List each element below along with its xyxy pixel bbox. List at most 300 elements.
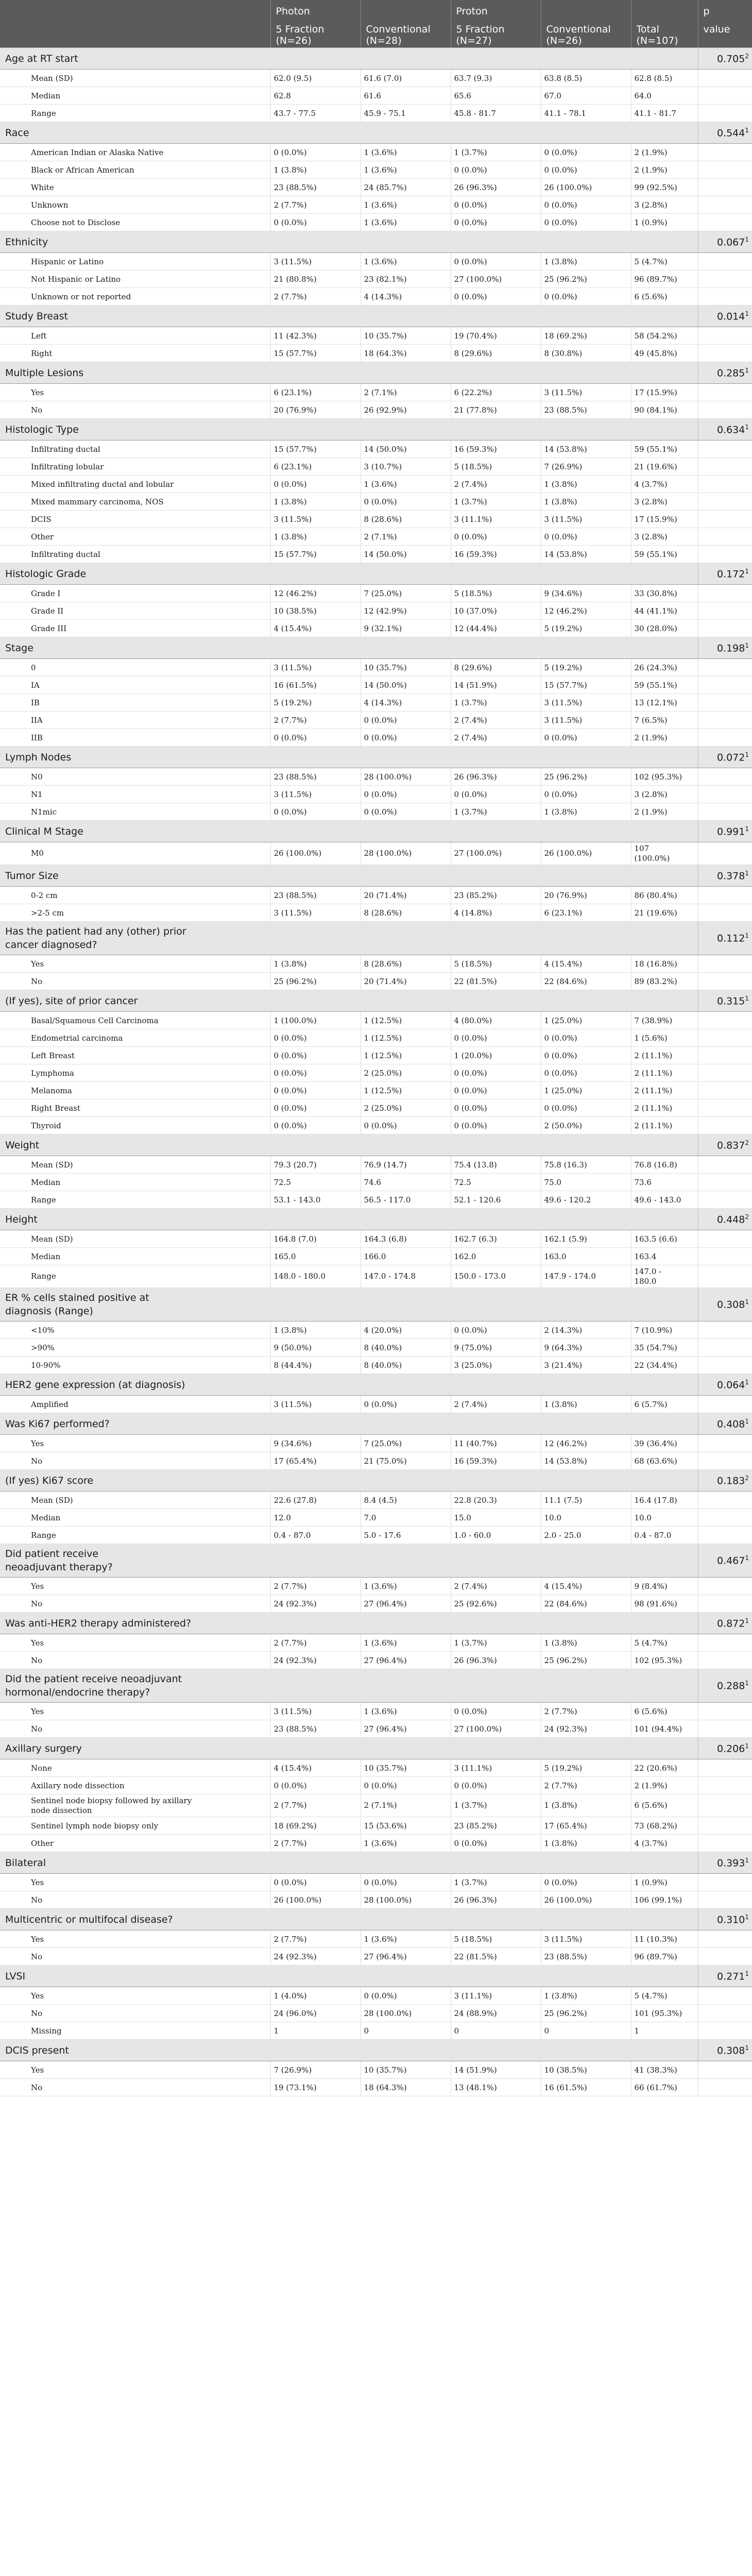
data-cell	[270, 1948, 361, 1965]
cell-text: Race	[5, 127, 29, 139]
cell-text: 1 (3.8%)	[274, 1325, 307, 1335]
section-title	[0, 1544, 698, 1578]
data-cell	[451, 585, 541, 602]
data-cell	[451, 1452, 541, 1470]
cell-text: 14 (51.9%)	[454, 680, 497, 690]
cell-text: 2 (7.7%)	[274, 292, 307, 301]
cell-text: 3 (11.5%)	[274, 789, 312, 799]
data-cell	[270, 2005, 361, 2022]
cell-text: 26 (100.0%)	[544, 849, 592, 858]
data-cell	[451, 511, 541, 528]
cell-text: Mean (SD)	[31, 1160, 73, 1170]
data-cell	[631, 1156, 698, 1174]
data-cell	[270, 1509, 361, 1527]
data-cell	[270, 1339, 361, 1357]
p-value-number: 0.544	[716, 127, 745, 139]
data-cell	[270, 1634, 361, 1652]
data-cell	[270, 1248, 361, 1265]
data-cell	[361, 1759, 451, 1777]
data-cell	[451, 1759, 541, 1777]
cell-text: Mean (SD)	[31, 1495, 73, 1505]
row-label	[0, 476, 270, 493]
data-cell	[631, 768, 698, 786]
cell-text: 6 (5.6%)	[634, 292, 668, 301]
cell-text: Median	[31, 1177, 61, 1187]
section-header-row	[0, 1413, 752, 1435]
data-cell	[451, 493, 541, 511]
data-cell	[631, 458, 698, 476]
p-value-footnote-marker: 1	[745, 1554, 749, 1562]
cell-text: 5 (4.7%)	[634, 1638, 668, 1648]
p-value-footnote-marker: 1	[745, 1378, 749, 1386]
cell-text: 1 (3.7%)	[454, 147, 487, 157]
cell-text: 15 (53.6%)	[364, 1821, 407, 1831]
header-text-line: Conventional	[366, 24, 431, 35]
cell-text: 14 (50.0%)	[364, 549, 407, 559]
cell-text: 0 (0.0%)	[454, 1706, 487, 1716]
header-row-columns	[0, 23, 752, 48]
table-row	[0, 2079, 752, 2096]
data-cell	[361, 1012, 451, 1029]
row-p-cell	[698, 476, 752, 493]
data-cell	[270, 270, 361, 288]
row-p-cell	[698, 144, 752, 161]
row-p-cell	[698, 887, 752, 904]
cell-text: 4 (15.4%)	[274, 1763, 312, 1773]
cell-text: 4 (80.0%)	[454, 1015, 492, 1025]
row-p-cell	[698, 1509, 752, 1527]
row-label	[0, 955, 270, 973]
data-cell	[451, 2022, 541, 2040]
cell-text: 6 (23.1%)	[274, 387, 312, 397]
cell-text: 17 (15.9%)	[634, 514, 677, 524]
table-body	[0, 48, 752, 2096]
cell-text: 26 (100.0%)	[544, 182, 592, 192]
cell-text: 35 (54.7%)	[634, 1343, 677, 1352]
cell-text: 4 (20.0%)	[364, 1325, 402, 1335]
cell-text: 22 (20.6%)	[634, 1763, 677, 1773]
cell-text: 0 (0.0%)	[274, 1877, 307, 1887]
cell-text: 27 (100.0%)	[454, 274, 502, 284]
p-value-number: 0.408	[716, 1418, 745, 1430]
cell-text: N1	[31, 789, 43, 799]
data-cell	[270, 144, 361, 161]
cell-text: Range	[31, 1195, 56, 1205]
cell-text: 4 (3.7%)	[634, 479, 668, 489]
data-cell	[361, 694, 451, 711]
cell-text: 8 (29.6%)	[454, 348, 492, 358]
cell-text: 2 (11.1%)	[634, 1121, 673, 1130]
cell-text: 2 (1.9%)	[634, 147, 668, 157]
cell-text: 21 (80.8%)	[274, 274, 317, 284]
cell-text: 0 (0.0%)	[274, 1781, 307, 1790]
table-row	[0, 493, 752, 511]
data-cell	[361, 87, 451, 105]
p-value-footnote-marker: 2	[745, 1139, 749, 1146]
data-cell	[361, 602, 451, 620]
data-cell	[451, 1029, 541, 1047]
cell-text: 61.6 (7.0)	[364, 73, 402, 83]
cell-text: 2 (25.0%)	[364, 1103, 402, 1113]
cell-text: 24 (92.3%)	[544, 1724, 587, 1734]
row-label	[0, 1987, 270, 2005]
row-label	[0, 105, 270, 122]
row-p-cell	[698, 1987, 752, 2005]
cell-text: 26 (96.3%)	[454, 1655, 497, 1665]
cell-text: Bilateral	[5, 1857, 46, 1869]
p-value-footnote-marker: 1	[745, 1298, 749, 1306]
data-cell	[270, 711, 361, 729]
cell-text: Height	[5, 1213, 38, 1225]
cell-text: 24 (92.3%)	[274, 1655, 317, 1665]
data-cell	[631, 1265, 698, 1288]
table-row	[0, 440, 752, 458]
table-row	[0, 2005, 752, 2022]
cell-text: 11 (42.3%)	[274, 331, 317, 341]
data-cell	[541, 546, 631, 563]
row-p-cell	[698, 70, 752, 87]
data-cell	[631, 2061, 698, 2079]
cell-text: 2 (7.1%)	[364, 532, 397, 541]
data-cell	[270, 803, 361, 821]
cell-text: 16.4 (17.8)	[634, 1495, 677, 1505]
row-label	[0, 458, 270, 476]
table-row	[0, 955, 752, 973]
cell-text: 1 (3.8%)	[544, 497, 577, 506]
cell-text: 17 (65.4%)	[274, 1456, 317, 1466]
data-cell	[361, 1703, 451, 1720]
p-value-number: 0.308	[716, 1299, 745, 1311]
cell-text: 6 (5.6%)	[634, 1706, 668, 1716]
cell-text: 26 (100.0%)	[274, 1895, 322, 1905]
table-row	[0, 1435, 752, 1452]
data-cell	[270, 214, 361, 231]
cell-text: 2 (11.1%)	[634, 1050, 673, 1060]
cell-text: node dissection	[31, 1805, 92, 1815]
data-cell	[451, 1357, 541, 1374]
cell-text: 1 (5.6%)	[634, 1033, 668, 1043]
row-p-cell	[698, 1265, 752, 1288]
data-cell	[270, 620, 361, 637]
header-text-line: 5 Fraction	[456, 24, 505, 35]
table-row	[0, 1794, 752, 1817]
header-text-line: (N=26)	[276, 35, 312, 46]
row-label	[0, 1082, 270, 1099]
section-header-row	[0, 563, 752, 585]
cell-text: 1 (3.8%)	[544, 1399, 577, 1409]
cell-text: Missing	[31, 2026, 62, 2036]
row-p-cell	[698, 270, 752, 288]
data-cell	[451, 2005, 541, 2022]
table-row	[0, 458, 752, 476]
section-header-row	[0, 48, 752, 70]
data-cell	[270, 401, 361, 419]
data-cell	[541, 401, 631, 419]
row-p-cell	[698, 214, 752, 231]
data-cell	[361, 2061, 451, 2079]
table-row	[0, 904, 752, 922]
data-cell	[631, 327, 698, 345]
data-cell	[270, 1047, 361, 1064]
table-row	[0, 70, 752, 87]
cell-text: 1 (3.6%)	[364, 165, 397, 175]
section-title	[0, 821, 698, 842]
data-cell	[361, 1248, 451, 1265]
data-cell	[631, 1891, 698, 1909]
data-cell	[541, 1817, 631, 1835]
cell-text: 12 (44.4%)	[454, 623, 497, 633]
data-cell	[631, 253, 698, 270]
cell-text: 27 (96.4%)	[364, 1655, 407, 1665]
cell-text: 2 (1.9%)	[634, 1781, 668, 1790]
row-p-cell	[698, 511, 752, 528]
data-cell	[361, 786, 451, 803]
table-row	[0, 196, 752, 214]
cell-text: 26 (96.3%)	[454, 182, 497, 192]
header-group-total	[631, 0, 698, 23]
p-value-footnote-marker: 1	[745, 1680, 749, 1687]
cell-text: 0 (0.0%)	[544, 1033, 577, 1043]
data-cell	[361, 2005, 451, 2022]
data-cell	[631, 1357, 698, 1374]
row-p-cell	[698, 1634, 752, 1652]
data-cell	[361, 1794, 451, 1817]
cell-text: 56.5 - 117.0	[364, 1195, 411, 1205]
data-cell	[451, 1634, 541, 1652]
section-header-row	[0, 1738, 752, 1759]
cell-text: Unknown	[31, 200, 69, 210]
cell-text: IIA	[31, 715, 43, 725]
cell-text: 14 (53.8%)	[544, 444, 587, 454]
row-label	[0, 1452, 270, 1470]
data-cell	[541, 602, 631, 620]
cell-text: 2 (1.9%)	[634, 165, 668, 175]
data-cell	[631, 1099, 698, 1117]
cell-text: 3 (11.5%)	[274, 908, 312, 918]
cell-text: 41.1 - 78.1	[544, 108, 586, 118]
row-label	[0, 786, 270, 803]
cell-text: 2.0 - 25.0	[544, 1530, 582, 1540]
data-cell	[270, 1492, 361, 1509]
p-value-number: 0.467	[716, 1555, 745, 1567]
section-title	[0, 1965, 698, 1987]
cell-text: 0 (0.0%)	[274, 479, 307, 489]
row-p-cell	[698, 694, 752, 711]
cell-text: Grade I	[31, 588, 61, 598]
p-value-footnote-marker: 2	[745, 1474, 749, 1482]
cell-text: 0 (0.0%)	[544, 217, 577, 227]
cell-text: Median	[31, 1251, 61, 1261]
data-cell	[270, 458, 361, 476]
data-cell	[270, 973, 361, 990]
table-row	[0, 1578, 752, 1595]
data-cell	[451, 87, 541, 105]
cell-text: 49.6 - 120.2	[544, 1195, 591, 1205]
cell-text: 0 (0.0%)	[544, 733, 577, 742]
cell-text: IA	[31, 680, 40, 690]
p-value-number: 0.705	[716, 53, 745, 65]
cell-text: 20 (71.4%)	[364, 890, 407, 900]
cell-text: 0 (0.0%)	[274, 733, 307, 742]
data-cell	[361, 729, 451, 747]
data-cell	[541, 1117, 631, 1134]
row-label	[0, 1703, 270, 1720]
cell-text: Multiple Lesions	[5, 367, 84, 379]
cell-text: 5 (18.5%)	[454, 588, 492, 598]
data-cell	[631, 1396, 698, 1413]
data-cell	[270, 345, 361, 362]
row-label	[0, 711, 270, 729]
cell-text: 59 (55.1%)	[634, 549, 677, 559]
row-label	[0, 676, 270, 694]
data-cell	[361, 511, 451, 528]
cell-text: Yes	[31, 1706, 44, 1716]
data-cell	[270, 2079, 361, 2096]
data-cell	[361, 327, 451, 345]
row-label	[0, 2022, 270, 2040]
cell-text: 4 (15.4%)	[544, 1581, 583, 1591]
cell-text: 5 (19.2%)	[544, 623, 583, 633]
data-cell	[541, 1082, 631, 1099]
cell-text: 6 (22.2%)	[454, 387, 492, 397]
p-value	[698, 419, 752, 440]
cell-text: 0 (0.0%)	[364, 807, 397, 817]
data-cell	[631, 1321, 698, 1339]
p-value-footnote-marker: 1	[745, 366, 749, 374]
data-cell	[541, 1452, 631, 1470]
cell-text: 14 (50.0%)	[364, 680, 407, 690]
header-p-top: p	[698, 0, 752, 23]
data-cell	[631, 270, 698, 288]
table-row	[0, 1652, 752, 1669]
cell-text: 73 (68.2%)	[634, 1821, 677, 1831]
data-cell	[270, 694, 361, 711]
data-cell	[631, 1930, 698, 1948]
cell-text: 3 (11.5%)	[544, 1934, 583, 1944]
cell-text: DCIS	[31, 514, 52, 524]
cell-text: 1 (3.6%)	[364, 1934, 397, 1944]
data-cell	[270, 2061, 361, 2079]
row-label	[0, 1230, 270, 1248]
data-cell	[451, 1265, 541, 1288]
row-label	[0, 1064, 270, 1082]
cell-text: 11 (40.7%)	[454, 1438, 497, 1448]
cell-text: 3 (25.0%)	[454, 1360, 492, 1370]
cell-text: 59 (55.1%)	[634, 680, 677, 690]
data-cell	[451, 1948, 541, 1965]
cell-text: 147.0 -	[634, 1266, 662, 1276]
data-cell	[451, 2061, 541, 2079]
p-value	[698, 2040, 752, 2061]
row-p-cell	[698, 253, 752, 270]
table-row	[0, 528, 752, 546]
cell-text: 21 (75.0%)	[364, 1456, 407, 1466]
table-row	[0, 803, 752, 821]
section-header-row	[0, 1544, 752, 1578]
data-cell	[541, 887, 631, 904]
data-cell	[270, 1435, 361, 1452]
data-cell	[631, 2005, 698, 2022]
cell-text: 1 (3.6%)	[364, 1706, 397, 1716]
cell-text: 72.5	[274, 1177, 291, 1187]
row-label	[0, 1265, 270, 1288]
cell-text: 76.8 (16.8)	[634, 1160, 677, 1170]
data-cell	[631, 196, 698, 214]
cell-text: 89 (83.2%)	[634, 976, 677, 986]
row-label	[0, 214, 270, 231]
cell-text: Yes	[31, 1877, 44, 1887]
data-cell	[361, 1156, 451, 1174]
section-header-row	[0, 122, 752, 144]
cell-text: 4 (15.4%)	[544, 959, 583, 969]
row-label	[0, 1578, 270, 1595]
cell-text: 8.4 (4.5)	[364, 1495, 397, 1505]
p-value-footnote-marker: 1	[745, 825, 749, 833]
cell-text: 18 (69.2%)	[544, 331, 587, 341]
data-cell	[451, 711, 541, 729]
cell-text: 0 (0.0%)	[544, 1050, 577, 1060]
cell-text: 0 (0.0%)	[544, 292, 577, 301]
row-p-cell	[698, 973, 752, 990]
data-cell	[541, 1634, 631, 1652]
row-label	[0, 694, 270, 711]
data-cell	[631, 1029, 698, 1047]
data-cell	[541, 768, 631, 786]
row-label	[0, 253, 270, 270]
cell-text: 3 (11.5%)	[274, 1706, 312, 1716]
p-value-number: 0.991	[716, 826, 745, 838]
cell-text: Grade II	[31, 606, 64, 616]
data-cell	[451, 144, 541, 161]
table-row	[0, 144, 752, 161]
data-cell	[361, 2079, 451, 2096]
table-row	[0, 1156, 752, 1174]
row-label	[0, 1396, 270, 1413]
p-value	[698, 1852, 752, 1874]
data-cell	[361, 458, 451, 476]
cell-text: 0 (0.0%)	[544, 789, 577, 799]
p-value-footnote-marker: 1	[745, 1970, 749, 1977]
cell-text: 2 (7.4%)	[454, 479, 487, 489]
data-cell	[270, 1794, 361, 1817]
data-cell	[631, 1720, 698, 1738]
row-label	[0, 1029, 270, 1047]
cell-text: 7 (25.0%)	[364, 588, 402, 598]
cell-text: 0 (0.0%)	[454, 1033, 487, 1043]
data-cell	[361, 1230, 451, 1248]
row-p-cell	[698, 1874, 752, 1891]
cell-text: 0 (0.0%)	[274, 1050, 307, 1060]
cell-text: 166.0	[364, 1251, 386, 1261]
data-cell	[451, 288, 541, 306]
row-p-cell	[698, 1452, 752, 1470]
cell-text: Thyroid	[31, 1121, 61, 1130]
cell-text: 0 (0.0%)	[274, 1121, 307, 1130]
cell-text: 23 (88.5%)	[274, 1724, 317, 1734]
cell-text: 15 (57.7%)	[274, 444, 317, 454]
row-p-cell	[698, 401, 752, 419]
cell-text: No	[31, 1724, 43, 1734]
data-cell	[541, 327, 631, 345]
data-cell	[451, 1703, 541, 1720]
row-label	[0, 1891, 270, 1909]
row-p-cell	[698, 1527, 752, 1544]
cell-text: 61.6	[364, 91, 381, 100]
row-label	[0, 585, 270, 602]
cell-text: 10 (35.7%)	[364, 2065, 407, 2075]
data-cell	[451, 1064, 541, 1082]
row-label	[0, 327, 270, 345]
